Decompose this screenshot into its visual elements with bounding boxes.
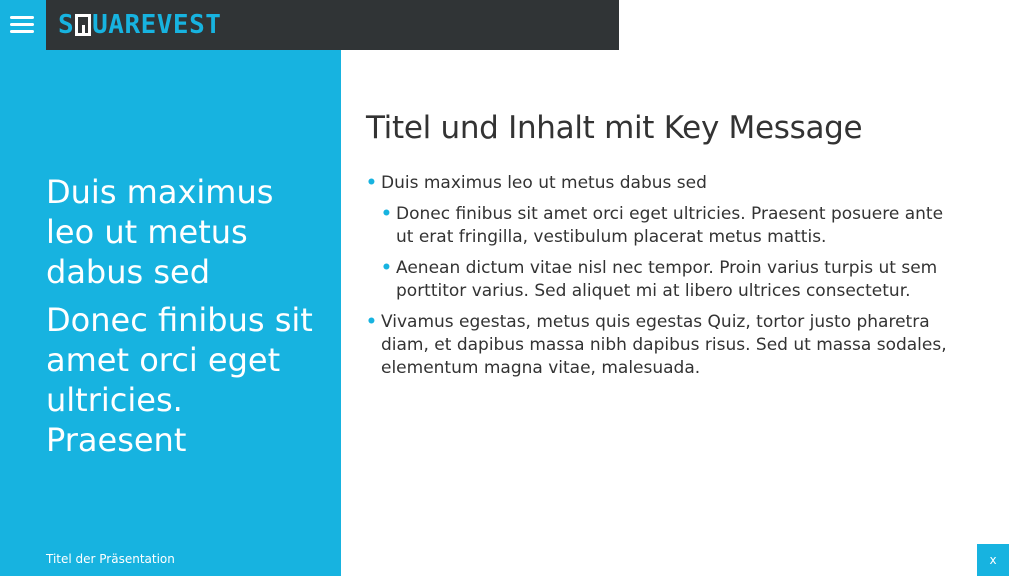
- bullet-text: Duis maximus leo ut metus dabus sed: [381, 173, 707, 193]
- top-header-bar: [0, 0, 619, 50]
- bullet-dot-icon: •: [381, 204, 392, 224]
- close-button[interactable]: x: [977, 544, 1009, 576]
- key-message-line-1: Duis maximus leo ut metus dabus sed: [46, 173, 274, 291]
- bullet-text: Vivamus egestas, metus quis egestas Quiz, tortor justo pharetra diam, et dapibus massa nibh dapibus risus. Sed ut massa sodales, elementum magna vitae, malesuada.: [381, 312, 947, 378]
- bullet-item-level-1: [366, 172, 961, 195]
- menu-line-icon: [10, 16, 34, 19]
- brand-name-start: S: [58, 10, 75, 40]
- bullet-text: Aenean dictum vitae nisl nec tempor. Proin varius turpis ut sem porttitor varius. Sed aliquet mi at libero ultrices consectetur.: [396, 258, 938, 301]
- bullet-item-level-2: [381, 203, 961, 249]
- bullet-item-level-2: [381, 257, 961, 303]
- brand-q-mark: [75, 14, 91, 36]
- bullet-list: [366, 172, 961, 388]
- bullet-item-level-1: [366, 311, 961, 380]
- brand-name-end: UAREVEST: [92, 10, 222, 40]
- key-message-line-2: Donec finibus sit amet orci eget ultricies. Praesent: [46, 301, 313, 459]
- slide-title: Titel und Inhalt mit Key Message: [366, 110, 863, 146]
- bullet-dot-icon: •: [366, 173, 377, 193]
- presentation-title-footer: Titel der Präsentation: [46, 552, 175, 566]
- bullet-dot-icon: •: [381, 258, 392, 278]
- bullet-dot-icon: •: [366, 312, 377, 332]
- menu-line-icon: [10, 23, 34, 26]
- hamburger-menu-icon[interactable]: [10, 14, 34, 36]
- brand-logo: [58, 8, 221, 42]
- key-message: [46, 172, 321, 468]
- bullet-text: Donec finibus sit amet orci eget ultricies. Praesent posuere ante ut erat fringilla, vestibulum placerat metus mattis.: [396, 204, 944, 247]
- menu-line-icon: [10, 30, 34, 33]
